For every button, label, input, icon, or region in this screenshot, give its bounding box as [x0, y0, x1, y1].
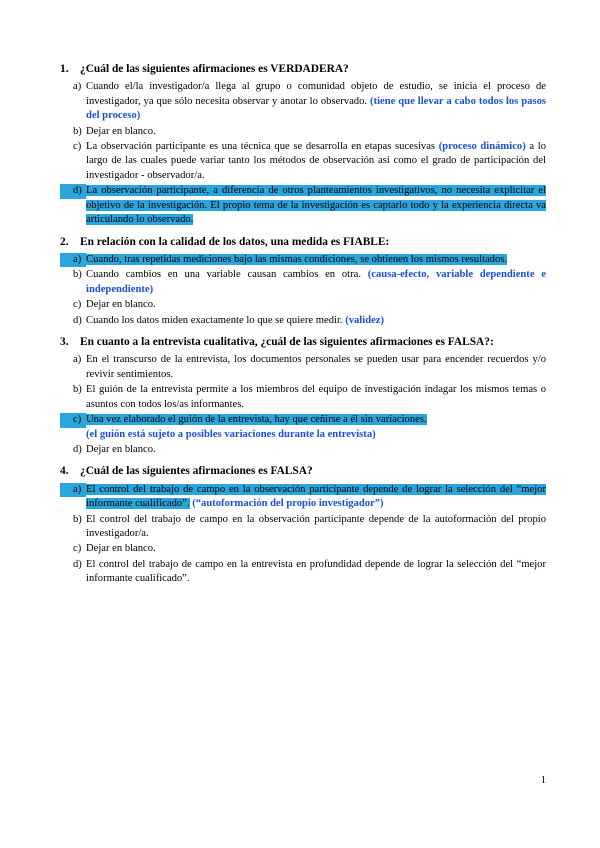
answer-option[interactable]	[60, 140, 548, 183]
answer-label: a)	[60, 483, 86, 497]
answer-text	[86, 268, 548, 297]
answer-text	[86, 413, 548, 442]
question-number: 4.	[60, 465, 69, 478]
answer-text	[86, 80, 548, 123]
question-block	[60, 464, 548, 586]
answer-label: a)	[73, 354, 82, 366]
question-title: En relación con la calidad de los datos, una medida es FIABLE:	[80, 235, 390, 248]
question-number: 2.	[60, 235, 69, 248]
answer-label: c)	[73, 543, 82, 555]
answer-segment: Dejar en blanco.	[86, 443, 156, 455]
answer-text	[86, 314, 548, 328]
answer-segment: Dejar en blanco.	[86, 125, 156, 137]
question-title: ¿Cuál de las siguientes afirmaciones es FALSA?	[80, 465, 313, 478]
answer-segment: Cuando el/la investigador/a llega al grupo o comunidad objeto de estudio, se inicia el proceso de investigador, ya que sólo necesita observar y anotar lo observado.	[86, 81, 546, 107]
answer-option[interactable]	[60, 483, 548, 512]
answer-segment: Dejar en blanco.	[86, 299, 156, 311]
answer-annotation: (causa-efecto, variable dependiente e independiente)	[86, 269, 546, 295]
answer-option[interactable]	[60, 125, 548, 139]
question-number: 1.	[60, 63, 69, 75]
question-heading	[60, 335, 548, 350]
answer-text	[86, 558, 548, 587]
answer-text	[86, 253, 548, 267]
answer-segment: El guión de la entrevista permite a los miembros del equipo de investigación indagar los mismos temas o asuntos con todos los/as informantes.	[86, 384, 546, 410]
answer-text	[86, 184, 548, 227]
answer-option[interactable]	[60, 353, 548, 382]
answer-segment: Cuando los datos miden exactamente lo que se quiere medir.	[86, 314, 346, 326]
answer-text	[86, 140, 548, 183]
answer-list	[60, 80, 548, 228]
question-block	[60, 235, 548, 328]
question-heading	[60, 62, 548, 77]
question-title: ¿Cuál de las siguientes afirmaciones es VERDADERA?	[80, 63, 349, 75]
question-heading	[60, 235, 548, 250]
answer-label: b)	[73, 513, 82, 525]
answer-label: d)	[73, 443, 82, 455]
answer-option[interactable]	[60, 413, 548, 442]
answer-label: c)	[73, 140, 82, 152]
answer-label: d)	[60, 184, 86, 198]
answer-option[interactable]	[60, 383, 548, 412]
answer-segment: La observación participante, a diferencia de otros planteamientos investigativos, no necesita explicitar el objetivo de la investigación. El propio tema de la investigación es captarlo todo y la experiencia directa va articulando lo observado.	[86, 185, 546, 226]
answer-label: a)	[73, 81, 82, 93]
page-number: 1	[540, 775, 546, 786]
answer-text	[86, 353, 548, 382]
answer-option[interactable]	[60, 253, 548, 267]
question-block	[60, 335, 548, 457]
question-block	[60, 62, 548, 228]
answer-list	[60, 353, 548, 457]
answer-option[interactable]	[60, 184, 548, 227]
question-number: 3.	[60, 336, 69, 349]
answer-segment: Una vez elaborado el guión de la entrevista, hay que ceñirse a él sin variaciones.	[86, 414, 427, 426]
answer-option[interactable]	[60, 314, 548, 328]
question-title: En cuanto a la entrevista cualitativa, ¿cuál de las siguientes afirmaciones es FALSA?:	[80, 336, 494, 349]
answer-option[interactable]	[60, 542, 548, 556]
answer-segment: El control del trabajo de campo en la observación participante depende de la autoformación del propio investigador/a.	[86, 513, 546, 539]
answer-segment: Dejar en blanco.	[86, 543, 156, 555]
answer-segment: En el transcurso de la entrevista, los documentos personales se pueden usar para encender recuerdos y/o revivir sentimientos.	[86, 354, 546, 380]
answer-option[interactable]	[60, 298, 548, 312]
answer-segment: Cuando cambios en una variable causan cambios en otra.	[86, 269, 368, 281]
answer-list	[60, 483, 548, 587]
answer-label: b)	[73, 269, 82, 281]
answer-segment: a lo largo de las cuales puede variar tanto los métodos de observación así como el grado de participación del investigador - observador/a.	[86, 140, 546, 181]
answer-option[interactable]	[60, 558, 548, 587]
questions-container	[60, 62, 548, 587]
answer-text	[86, 542, 548, 556]
answer-segment: El control del trabajo de campo en la observación participante depende de lograr la selección del “mejor informante cualificado”.	[86, 483, 546, 510]
answer-text	[86, 443, 548, 457]
answer-segment: Cuando, tras repetidas mediciones bajo las mismas condiciones, se obtienen los mismos resultados.	[86, 253, 508, 265]
answer-annotation: (validez)	[345, 314, 385, 326]
answer-label: b)	[73, 384, 82, 396]
answer-annotation: (proceso dinámico)	[438, 140, 526, 152]
answer-text	[86, 298, 548, 312]
answer-segment: La observación participante es una técnica que se desarrolla en etapas sucesivas	[86, 140, 439, 152]
answer-text	[86, 513, 548, 542]
answer-segment: El control del trabajo de campo en la entrevista en profundidad depende de lograr la selección del “mejor informante cualificado”.	[86, 558, 546, 585]
answer-option[interactable]	[60, 80, 548, 123]
answer-annotation: (“autoformación del propio investigador”)	[189, 498, 384, 510]
answer-label: d)	[73, 558, 82, 570]
answer-label: c)	[60, 413, 86, 427]
answer-option[interactable]	[60, 268, 548, 297]
answer-text	[86, 483, 548, 512]
question-heading	[60, 464, 548, 479]
answer-text	[86, 383, 548, 412]
answer-label: c)	[73, 299, 82, 311]
answer-option[interactable]	[60, 513, 548, 542]
answer-label: d)	[73, 314, 82, 326]
answer-annotation: (el guión está sujeto a posibles variaciones durante la entrevista)	[86, 428, 376, 440]
answer-option[interactable]	[60, 443, 548, 457]
answer-list	[60, 253, 548, 328]
answer-annotation: (tiene que llevar a cabo todos los pasos del proceso)	[86, 95, 547, 122]
answer-text	[86, 125, 548, 139]
answer-label: a)	[60, 253, 86, 267]
answer-label: b)	[73, 125, 82, 137]
